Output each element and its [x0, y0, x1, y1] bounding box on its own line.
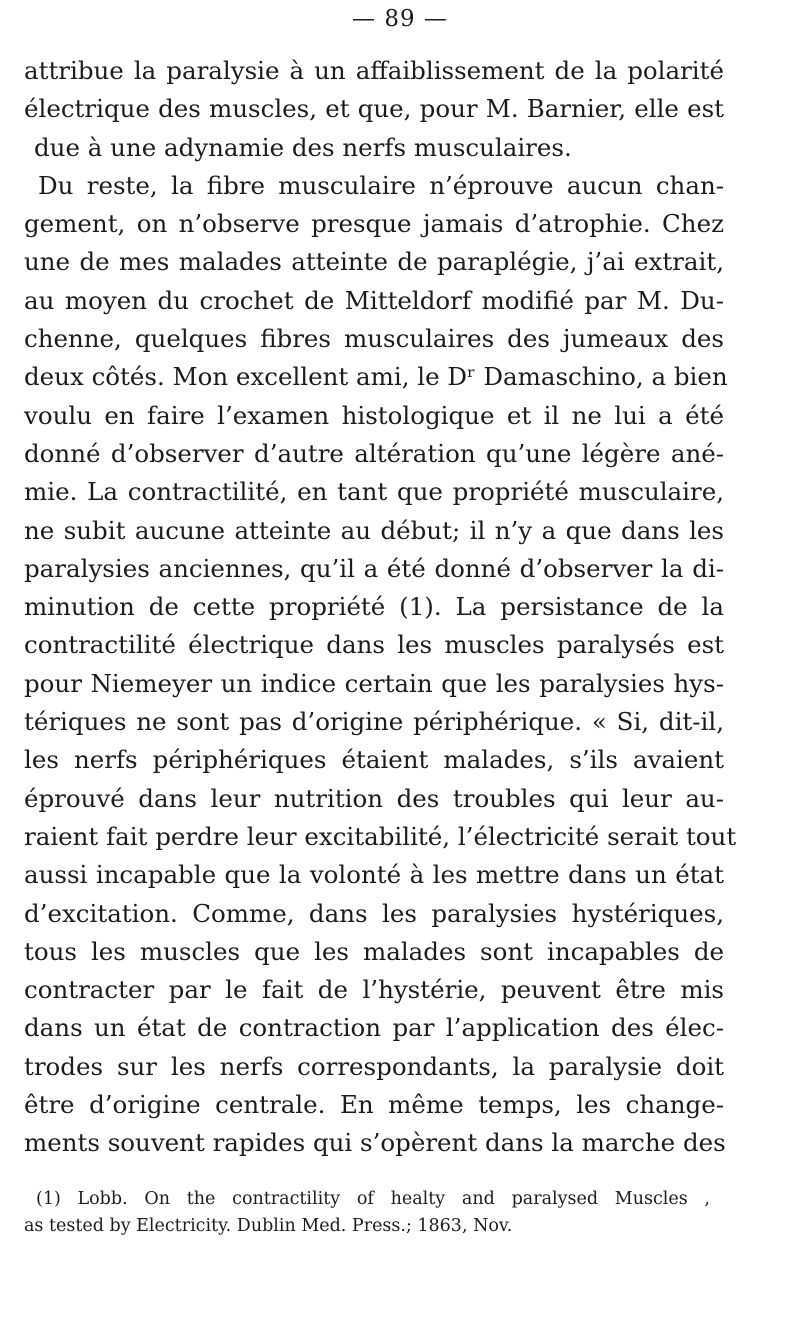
body-text: [24, 52, 737, 1163]
text-line: éprouvé dans leur nutrition des troubles qui leur au-: [24, 783, 724, 813]
text-line: donné d’observer d’autre altération qu’une légère ané-: [24, 438, 724, 468]
text-line: minution de cette propriété (1). La persistance de la: [24, 592, 724, 622]
text-line: tériques ne sont pas d’origine périphérique. « Si, dit-il,: [24, 707, 724, 737]
text-line: au moyen du crochet de Mitteldorf modifié par M. Du-: [24, 285, 724, 315]
text-line: gement, on n’observe presque jamais d’atrophie. Chez: [24, 209, 724, 239]
text-line: due à une adynamie des nerfs musculaires.: [34, 132, 572, 162]
text-line: aussi incapable que la volonté à les mettre dans un état: [24, 860, 724, 890]
text-line: contracter par le fait de l’hystérie, peuvent être mis: [24, 975, 724, 1005]
text-line: trodes sur les nerfs correspondants, la paralysie doit: [24, 1051, 724, 1081]
footnote-line: as tested by Electricity. Dublin Med. Press.; 1863, Nov.: [24, 1216, 513, 1236]
text-line: les nerfs périphériques étaient malades, s’ils avaient: [24, 745, 724, 775]
text-line: électrique des muscles, et que, pour M. Barnier, elle est: [24, 94, 724, 124]
footnote: [24, 1186, 710, 1240]
text-line: voulu en faire l’examen histologique et il ne lui a été: [24, 400, 724, 430]
text-line: être d’origine centrale. En même temps, les change-: [24, 1090, 724, 1120]
page-number: — 89 —: [352, 6, 448, 32]
text-line: dans un état de contraction par l’application des élec-: [24, 1013, 724, 1043]
text-line: contractilité électrique dans les muscles paralysés est: [24, 630, 724, 660]
text-line: ne subit aucune atteinte au début; il n’y a que dans les: [24, 515, 724, 545]
text-line: mie. La contractilité, en tant que propriété musculaire,: [24, 477, 724, 507]
text-line: d’excitation. Comme, dans les paralysies hystériques,: [24, 898, 724, 928]
text-line: pour Niemeyer un indice certain que les paralysies hys-: [24, 668, 724, 698]
text-line: raient fait perdre leur excitabilité, l’électricité serait tout: [24, 821, 737, 851]
text-line: tous les muscles que les malades sont incapables de: [24, 936, 724, 966]
text-line: chenne, quelques fibres musculaires des jumeaux des: [24, 324, 724, 354]
text-line: Du reste, la fibre musculaire n’éprouve aucun chan-: [38, 170, 724, 200]
text-line: attribue la paralysie à un affaiblissement de la polarité: [24, 56, 724, 85]
text-line: ments souvent rapides qui s’opèrent dans la marche des: [24, 1128, 726, 1158]
footnote-line: (1) Lobb. On the contractility of healty and paralysed Muscles ,: [36, 1189, 710, 1209]
text-line: deux côtés. Mon excellent ami, le Dʳ Damaschino, a bien: [24, 362, 728, 392]
text-line: paralysies anciennes, qu’il a été donné d’observer la di-: [24, 553, 724, 583]
text-line: une de mes malades atteinte de paraplégie, j’ai extrait,: [24, 247, 724, 277]
